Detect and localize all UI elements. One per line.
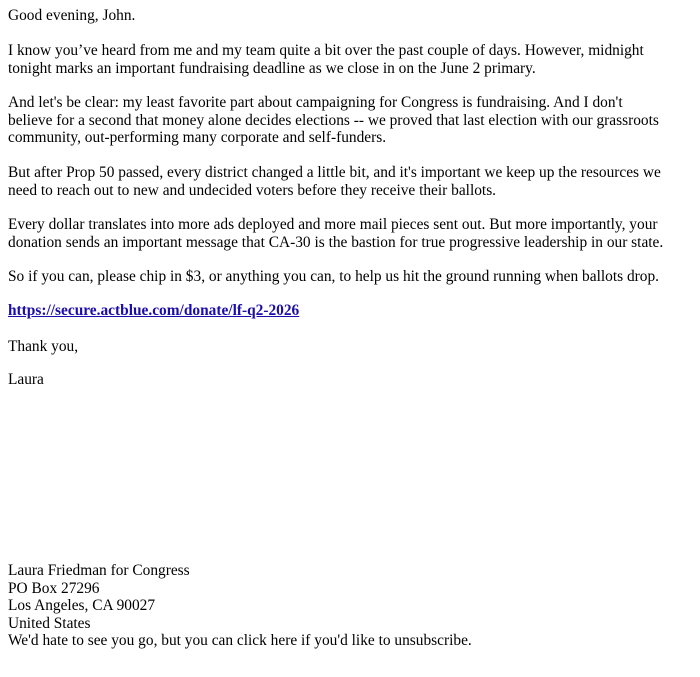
paragraph-every-dollar (8, 216, 698, 251)
donate-link[interactable]: https://secure.actblue.com/donate/lf-q2-2026 (8, 302, 300, 319)
paragraph-line: donation sends an important message that CA-30 is the bastion for true progressive leadership in our state. (8, 233, 664, 251)
footer-po-box: PO Box 27296 (8, 579, 100, 597)
paragraph-line: believe for a second that money alone decides elections -- we proved that last election with our grassroots (8, 111, 659, 129)
footer-country: United States (8, 614, 91, 632)
footer-city-state-zip: Los Angeles, CA 90027 (8, 597, 156, 615)
donate-link-paragraph (8, 302, 698, 320)
signature: Laura (8, 371, 44, 388)
paragraph-line: Every dollar translates into more ads deployed and more mail pieces sent out. But more importantly, your (8, 216, 658, 233)
paragraph-chip-in (8, 268, 698, 286)
unsubscribe-text[interactable]: We'd hate to see you go, but you can click here if you'd like to unsubscribe. (8, 632, 472, 650)
paragraph-line: So if you can, please chip in $3, or anything you can, to help us hit the ground running when ballots drop. (8, 268, 659, 285)
closing: Thank you, (8, 338, 79, 355)
paragraph-fundraising (8, 94, 698, 147)
email-footer (8, 562, 698, 650)
paragraph-line: community, out-performing many corporate and self-funders. (8, 129, 387, 147)
paragraph-prop-50 (8, 164, 698, 199)
paragraph-line: But after Prop 50 passed, every district changed a little bit, and it's important we keep up the resources we (8, 164, 661, 181)
paragraph-line: I know you’ve heard from me and my team quite a bit over the past couple of days. However, midnight (8, 42, 644, 59)
greeting: Good evening, John. (8, 7, 136, 24)
paragraph-line: tonight marks an important fundraising deadline as we close in on the June 2 primary. (8, 59, 536, 77)
paragraph-deadline (8, 42, 698, 77)
paragraph-line: And let's be clear: my least favorite part about campaigning for Congress is fundraising. And I don't (8, 94, 623, 111)
footer-organization: Laura Friedman for Congress (8, 562, 190, 579)
paragraph-line: need to reach out to new and undecided voters before they receive their ballots. (8, 181, 497, 199)
